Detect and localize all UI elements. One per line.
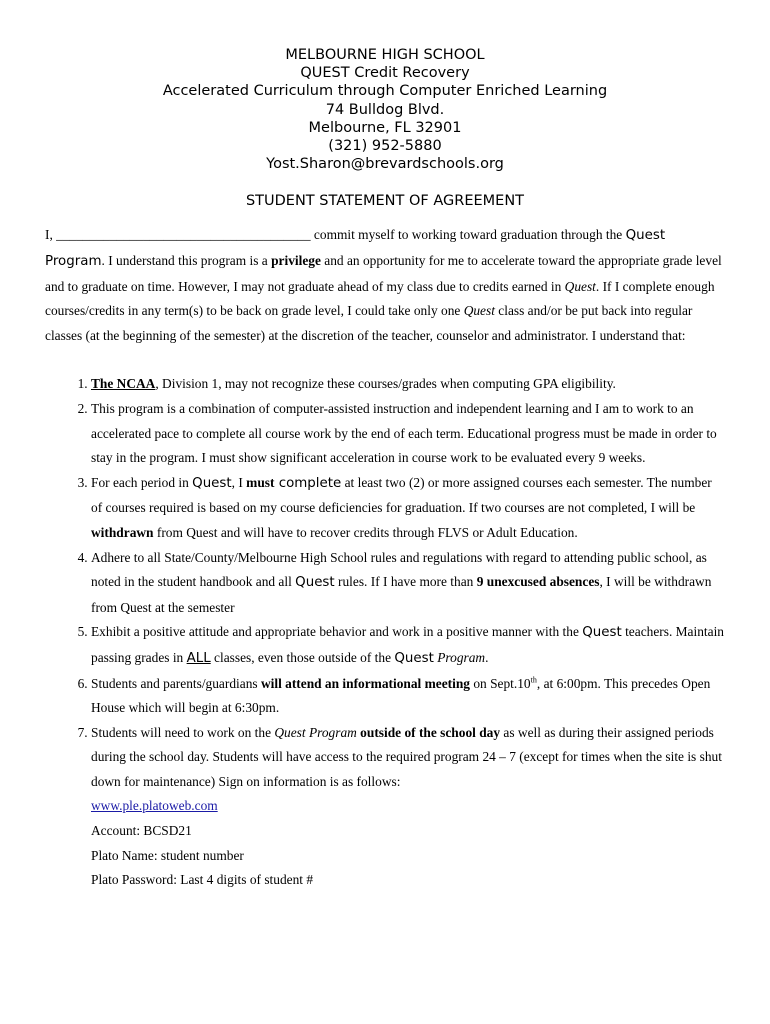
intro-text-2: . I understand this program is a	[101, 253, 272, 269]
terms-list	[45, 372, 725, 892]
term-item-6	[91, 672, 725, 721]
term-item-7	[91, 721, 725, 893]
term-5-text-c: Maintain passing grades in	[91, 624, 724, 665]
term-5-text-b: teachers.	[621, 624, 673, 640]
term-6-text-a: Students and parents/guardians	[91, 675, 261, 691]
plato-password-line: Plato Password: Last 4 digits of student #	[91, 872, 314, 888]
term-7-text-c: as well as during their assigned periods during the school day. Students will have access to the required program 24 – 7 (except for times when the site is shut down for maintenance) Sign on information is as follows:	[91, 724, 722, 789]
city-address: Melbourne, FL 32901	[308, 119, 462, 136]
quest-term: Quest	[192, 475, 232, 491]
absences-term: 9 unexcused absences	[476, 574, 600, 590]
term-3-text-a: For each period in	[91, 474, 193, 490]
withdrawn-term: withdrawn	[91, 524, 154, 540]
quest-program-term: Quest Program	[45, 228, 666, 270]
must-term: must	[246, 474, 275, 490]
statement-title: STUDENT STATEMENT OF AGREEMENT	[245, 193, 525, 210]
agreement-body	[45, 223, 725, 892]
term-3-text-b: , I	[231, 474, 247, 490]
term-4-text-b: rules. If I have more than	[334, 574, 477, 590]
plato-name-line: Plato Name: student number	[91, 847, 244, 863]
term-3-text-d: from Quest and will have to recover credits through FLVS or Adult Education.	[153, 524, 578, 540]
program-name: QUEST Credit Recovery	[300, 65, 470, 82]
school-name: MELBOURNE HIGH SCHOOL	[285, 47, 485, 63]
term-2-text: This program is a combination of computer-assisted instruction and independent learning and I am to work to an accelerated pace to complete all course work by the end of each term. Educational progress must be made in order to stay in the program. I must show significant acceleration in course work to be evaluated every 9 weeks.	[91, 400, 717, 466]
term-1-text: , Division 1, may not recognize these courses/grades when computing GPA eligibility.	[155, 376, 616, 392]
contact-email: Yost.Sharon@brevardschools.org	[266, 156, 504, 173]
term-7-text-a: Students will need to work on the	[91, 724, 275, 740]
term-item-3	[91, 471, 725, 546]
term-6-text-b: on Sept.10	[470, 675, 531, 691]
quest-italic-term-2: Quest	[463, 303, 495, 319]
login-info	[91, 794, 725, 892]
street-address: 74 Bulldog Blvd.	[325, 101, 445, 118]
term-4-text-c: , I will be withdrawn from Quest at the semester	[91, 574, 712, 615]
term-4-text-a: Adhere to all State/County/Melbourne High School rules and regulations with regard to attending public school, as noted in the student handbook and all	[91, 549, 707, 590]
privilege-term: privilege	[271, 253, 321, 269]
intro-text-1: I, ______________________________________ commit myself to working toward graduation through the	[45, 227, 626, 243]
intro-text-4: . If I complete enough courses/credits in any term(s) to be back on grade level, I could take only one	[45, 278, 715, 319]
term-3-text-c: at least two (2) or more assigned courses each semester. The number of courses required is based on my course deficiencies for graduation. If two courses are not completed, I will be	[91, 474, 712, 516]
quest-term: Quest	[582, 625, 622, 641]
intro-text-5: class and/or be put back into regular classes (at the beginning of the semester) at the discretion of the teacher, counselor and administrator. I understand that:	[45, 303, 693, 343]
date-suffix: th	[530, 675, 537, 685]
intro-text-3: and an opportunity for me to accelerate toward the appropriate grade level and to graduate on time. However, I may not graduate ahead of my class due to credits earned in	[45, 253, 722, 294]
quest-term: Quest	[295, 575, 335, 591]
program-tagline: Accelerated Curriculum through Computer Enriched Learning	[162, 83, 608, 100]
term-5-text-d: classes, even those outside of the	[210, 649, 395, 665]
term-item-2	[91, 397, 725, 471]
term-item-1	[91, 372, 725, 397]
quest-italic-term: Quest	[564, 278, 596, 294]
term-item-4	[91, 546, 725, 621]
platoweb-link[interactable]: www.ple.platoweb.com	[91, 798, 218, 814]
term-6-text-c: , at 6:00pm. This precedes Open House which will begin at 6:30pm.	[91, 675, 711, 716]
term-5-text-a: Exhibit a positive attitude and appropriate behavior and work in a positive manner with the	[91, 624, 583, 640]
meeting-term: will attend an informational meeting	[260, 675, 470, 691]
complete-term: complete	[274, 475, 342, 491]
term-item-5	[91, 620, 725, 671]
outside-school-term: outside of the school day	[360, 724, 501, 740]
program-term: Program	[433, 649, 486, 665]
account-line: Account: BCSD21	[91, 823, 192, 839]
letterhead	[45, 0, 725, 173]
term-5-text-e: .	[485, 649, 489, 665]
intro-paragraph	[45, 223, 725, 348]
quest-term-2: Quest	[394, 650, 434, 666]
quest-program-italic: Quest Program	[274, 724, 357, 740]
all-term: ALL	[186, 650, 211, 666]
ncaa-term: The NCAA	[91, 376, 156, 392]
phone-number: (321) 952-5880	[328, 138, 442, 155]
